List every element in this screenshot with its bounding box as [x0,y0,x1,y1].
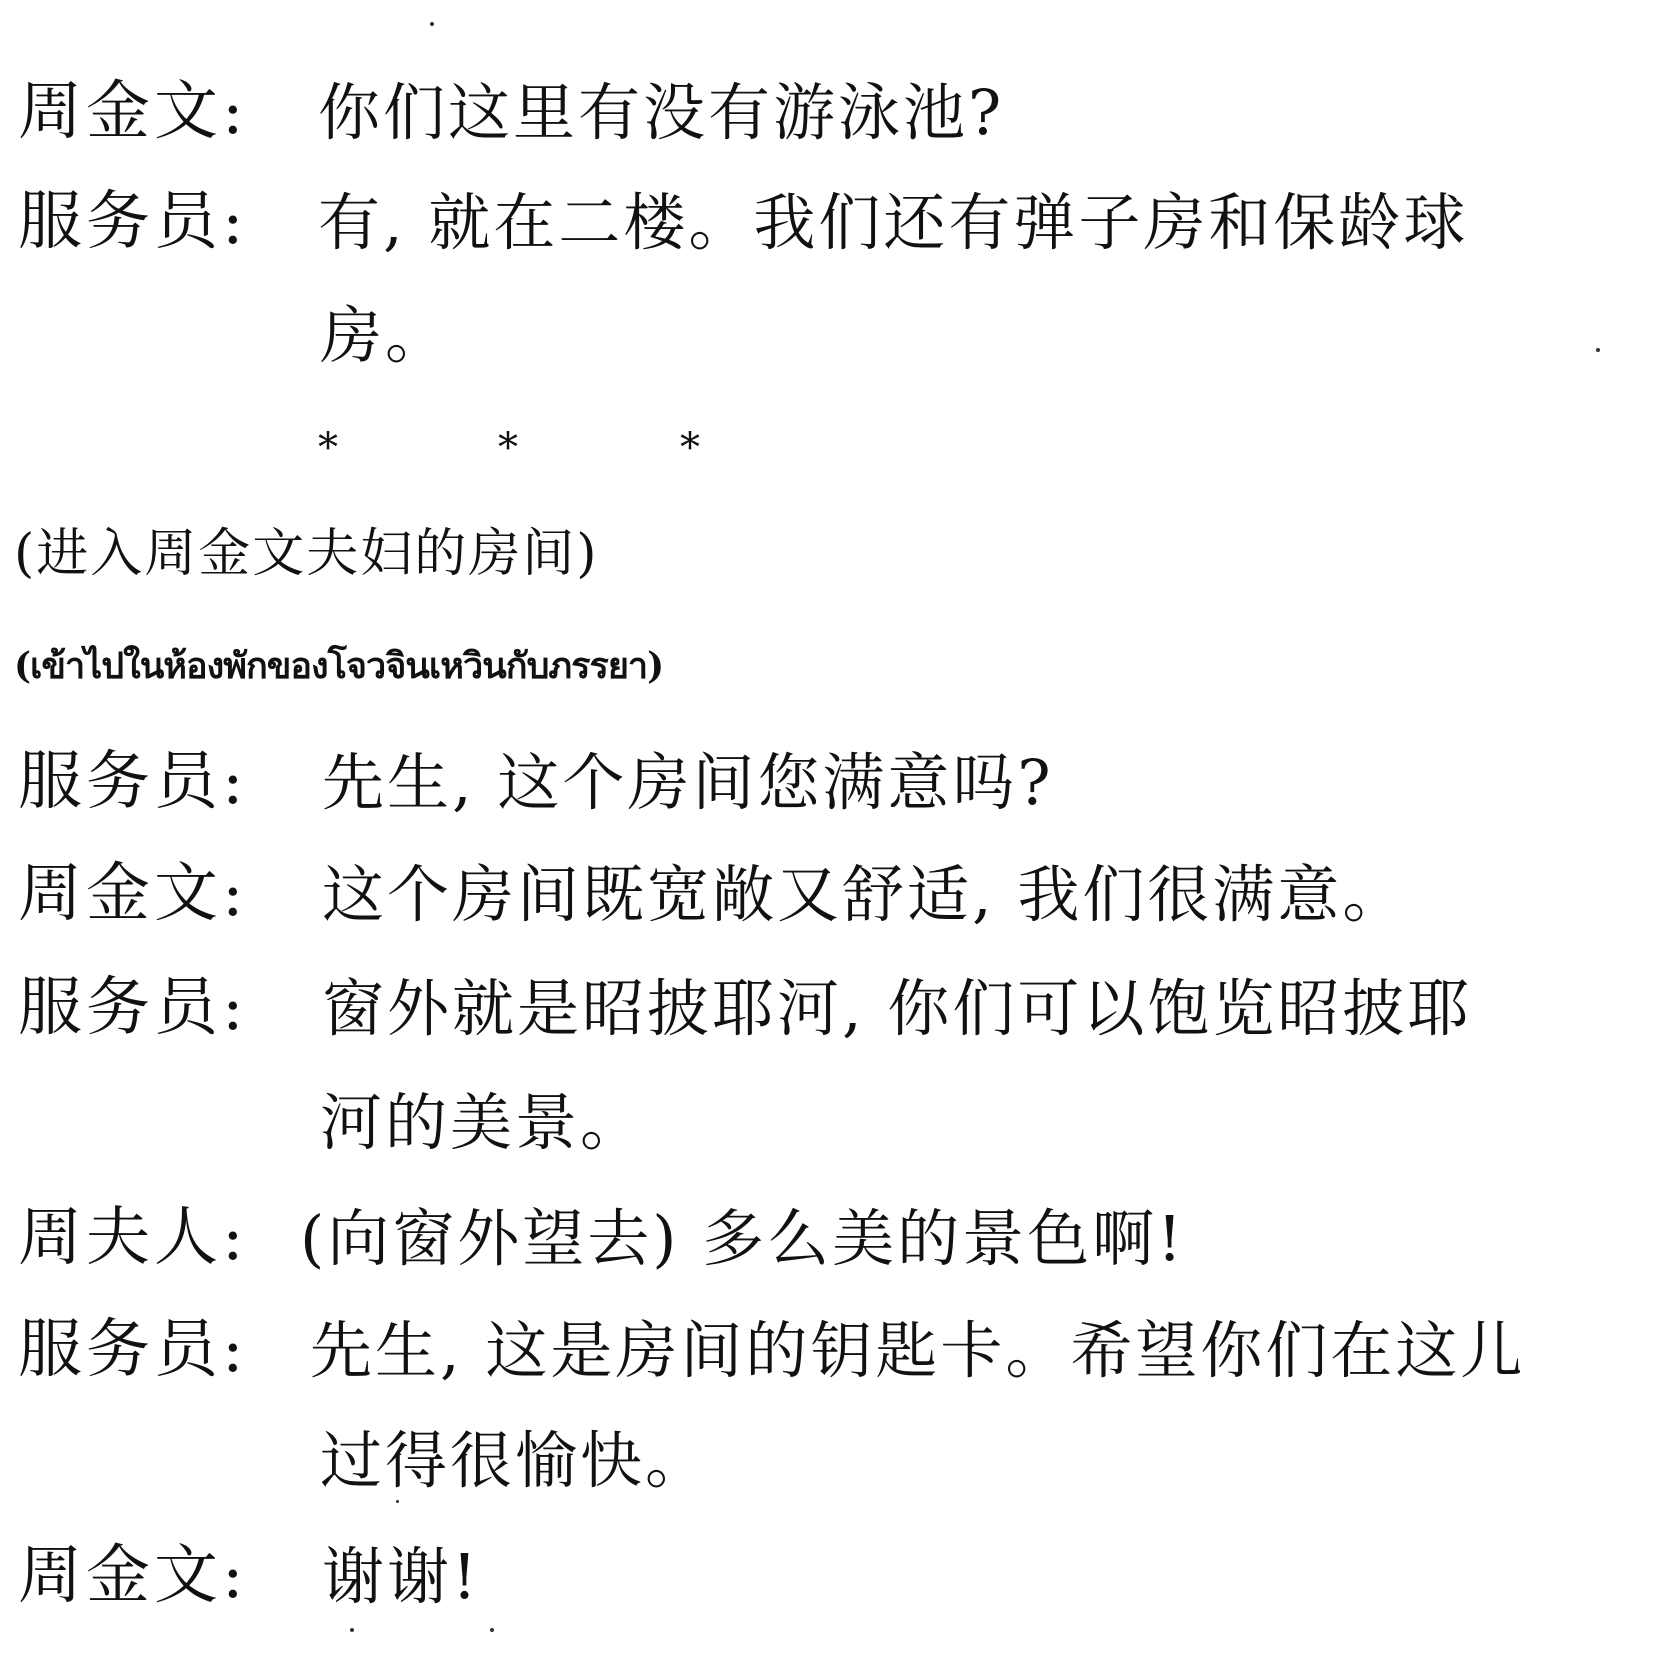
separator-star: * [680,425,700,471]
separator-star: * [318,425,338,471]
separator-star: * [498,425,518,471]
dialogue-line: 先生, 这是房间的钥匙卡。希望你们在这儿 [310,1314,1526,1387]
scan-speck [1596,348,1600,352]
scan-speck [430,22,434,26]
dialogue-line: 你们这里有没有游泳池? [318,76,1005,149]
speaker-label: 周金文: [18,1539,248,1613]
dialogue-line: (向窗外望去) 多么美的景色啊! [300,1202,1186,1275]
speaker-label: 周金文: [18,75,248,149]
stage-direction-chinese: (进入周金文夫妇的房间) [14,524,599,584]
stage-direction-thai: (เข้าไปในห้องพักของโจวจินเหวินกับภรรยา) [14,645,664,687]
speaker-label: 服务员: [18,185,248,259]
scan-speck [396,1500,399,1503]
dialogue-line: 这个房间既宽敞又舒适, 我们很满意。 [322,858,1408,931]
speaker-label: 周金文: [18,857,248,931]
dialogue-line-continuation: 房。 [320,299,451,372]
dialogue-line: 先生, 这个房间您满意吗? [322,746,1054,819]
speaker-label: 服务员: [18,971,248,1045]
scan-speck [350,1628,354,1632]
scan-speck [490,1628,494,1632]
dialogue-line-continuation: 过得很愉快。 [320,1424,711,1497]
speaker-label: 服务员: [18,745,248,819]
section-separator [318,425,718,471]
speaker-label: 周夫人: [18,1201,248,1275]
dialogue-line: 有, 就在二楼。我们还有弹子房和保龄球 [318,186,1469,259]
dialogue-line-continuation: 河的美景。 [320,1086,646,1159]
dialogue-line: 窗外就是昭披耶河, 你们可以饱览昭披耶 [322,972,1473,1045]
speaker-label: 服务员: [18,1313,248,1387]
dialogue-line: 谢谢! [322,1540,480,1613]
